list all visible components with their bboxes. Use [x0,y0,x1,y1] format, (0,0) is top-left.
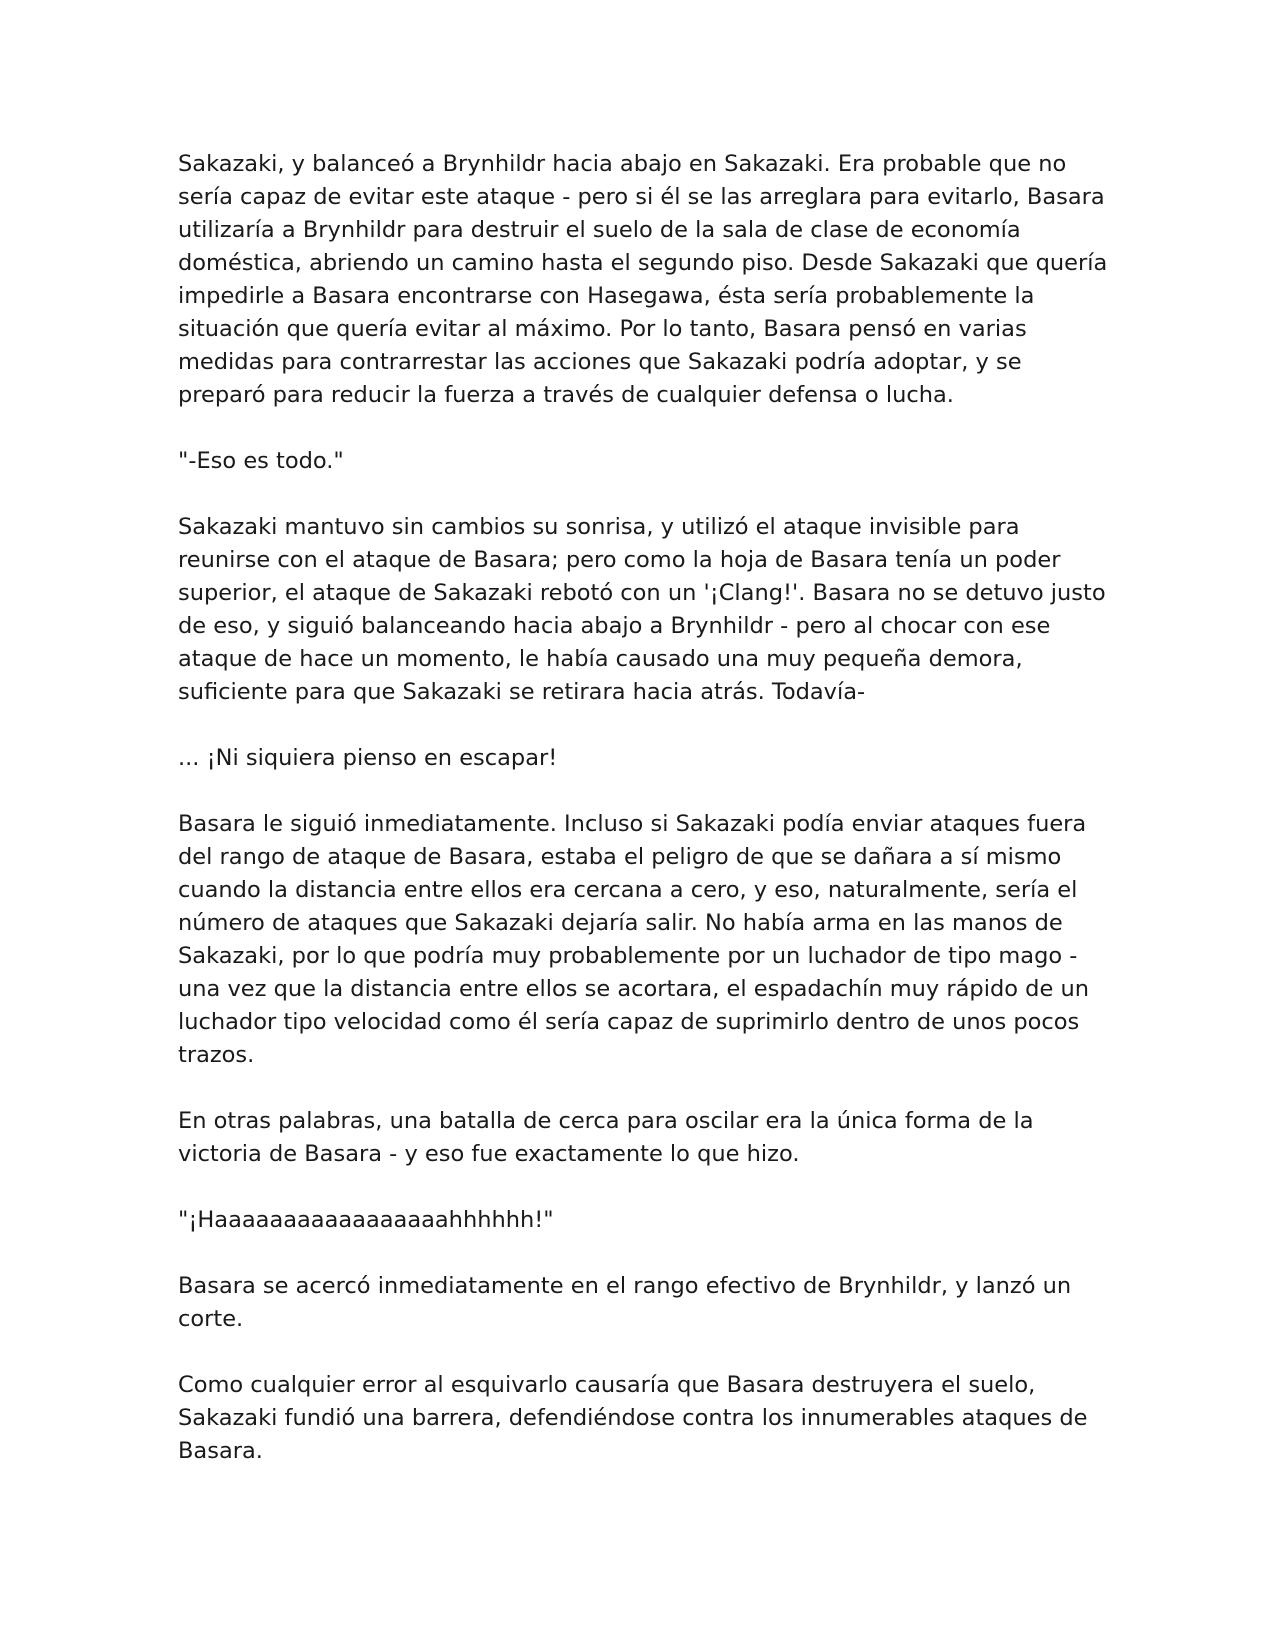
paragraph: "¡Haaaaaaaaaaaaaaaaahhhhhh!" [178,1207,554,1233]
paragraph: "-Eso es todo." [178,448,344,474]
body-text [178,148,1108,1501]
paragraph: En otras palabras, una batalla de cerca para oscilar era la única forma de la victoria de Basara - y eso fue exactamente lo que hizo. [178,1108,1034,1167]
paragraph: Como cualquier error al esquivarlo causaría que Basara destruyera el suelo, Sakazaki fundió una barrera, defendiéndose contra los innumerables ataques de Basara. [178,1372,1088,1464]
paragraph: ... ¡Ni siquiera pienso en escapar! [178,745,558,771]
paragraph: Sakazaki, y balanceó a Brynhildr hacia abajo en Sakazaki. Era probable que no sería capaz de evitar este ataque - pero si él se las arreglara para evitarlo, Basara utilizaría a Brynhildr para destruir el suelo de la sala de clase de economía doméstica, abriendo un camino hasta el segundo piso. Desde Sakazaki que quería impedirle a Basara encontrarse con Hasegawa, ésta sería probablemente la situación que quería evitar al máximo. Por lo tanto, Basara pensó en varias medidas para contrarrestar las acciones que Sakazaki podría adoptar, y se preparó para reducir la fuerza a través de cualquier defensa o lucha. [178,151,1108,408]
paragraph: Sakazaki mantuvo sin cambios su sonrisa, y utilizó el ataque invisible para reunirse con el ataque de Basara; pero como la hoja de Basara tenía un poder superior, el ataque de Sakazaki rebotó con un '¡Clang!'. Basara no se detuvo justo de eso, y siguió balanceando hacia abajo a Brynhildr - pero al chocar con ese ataque de hace un momento, le había causado una muy pequeña demora, suficiente para que Sakazaki se retirara hacia atrás. Todavía- [178,514,1106,705]
paragraph: Basara se acercó inmediatamente en el rango efectivo de Brynhildr, y lanzó un corte. [178,1273,1072,1332]
paragraph: Basara le siguió inmediatamente. Incluso si Sakazaki podía enviar ataques fuera del rango de ataque de Basara, estaba el peligro de que se dañara a sí mismo cuando la distancia entre ellos era cercana a cero, y eso, naturalmente, sería el número de ataques que Sakazaki dejaría salir. No había arma en las manos de Sakazaki, por lo que podría muy probablemente por un luchador de tipo mago - una vez que la distancia entre ellos se acortara, el espadachín muy rápido de un luchador tipo velocidad como él sería capaz de suprimirlo dentro de unos pocos trazos. [178,811,1089,1068]
